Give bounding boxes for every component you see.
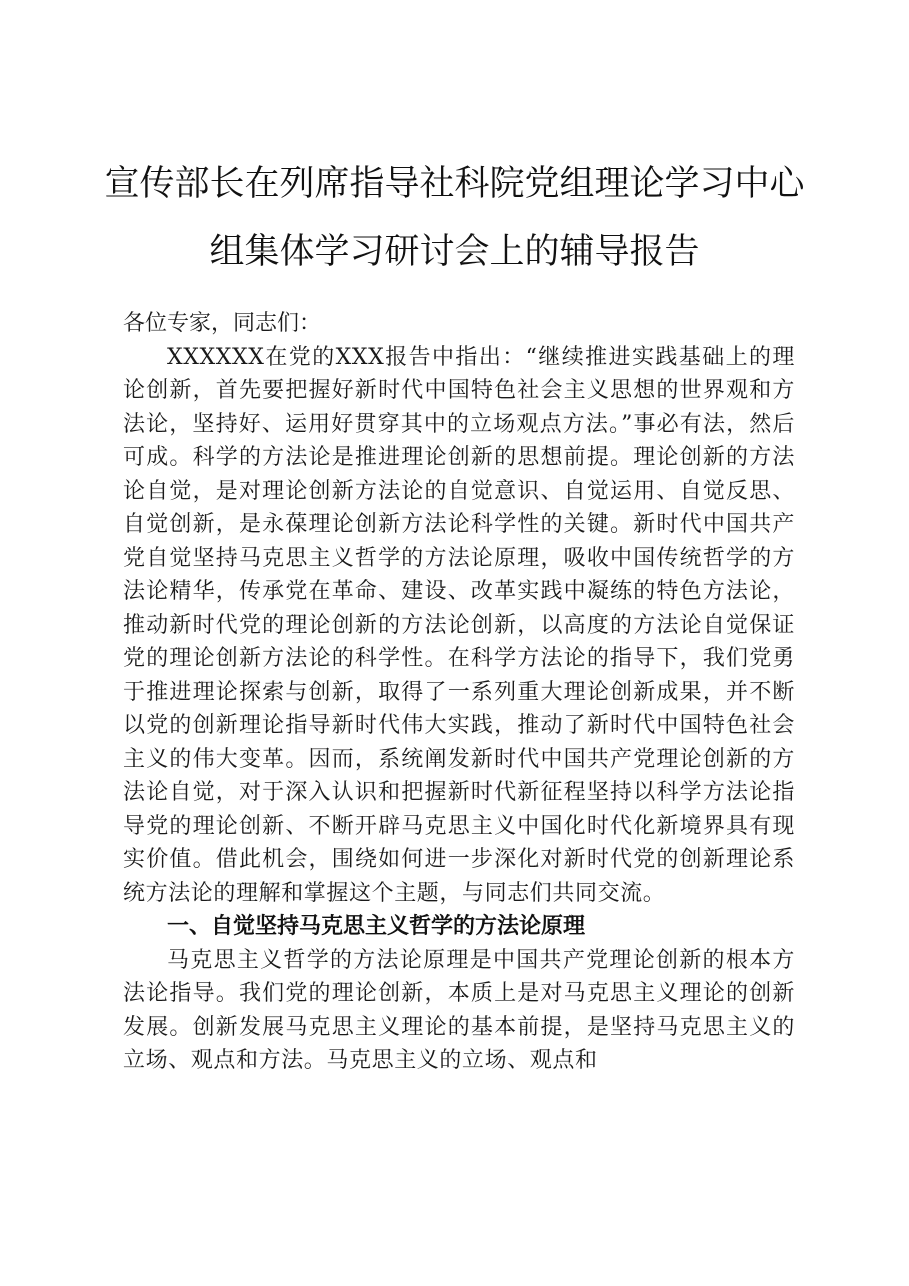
title-line-1: 宣传部长在列席指导社科院党组理论学习中心 (104, 164, 805, 204)
paragraph-section-1: 马克思主义哲学的方法论原理是中国共产党理论创新的根本方法论指导。我们党的理论创新，本质上是对马克思主义理论的创新发展。创新发展马克思主义理论的基本前提，是坚持马克思主义的立场、观点和方法。马克思主义的立场、观点和 (123, 947, 795, 1073)
salutation: 各位专家，同志们： (123, 311, 322, 336)
document-body (123, 307, 795, 1078)
section-heading-1: 一、自觉坚持马克思主义哲学的方法论原理 (167, 914, 586, 939)
document-title (100, 150, 809, 286)
paragraph-intro: XXXXXX在党的XXX报告中指出：“继续推进实践基础上的理论创新，首先要把握好新时代中国特色社会主义思想的世界观和方法论，坚持好、运用好贯穿其中的立场观点方法。”事必有法，然后可成。科学的方法论是推进理论创新的思想前提。理论创新的方法论自觉，是对理论创新方法论的自觉意识、自觉运用、自觉反思、自觉创新，是永葆理论创新方法论科学性的关键。新时代中国共产党自觉坚持马克思主义哲学的方法论原理，吸收中国传统哲学的方法论精华，传承党在革命、建设、改革实践中凝练的特色方法论，推动新时代党的理论创新的方法论创新，以高度的方法论自觉保证党的理论创新方法论的科学性。在科学方法论的指导下，我们党勇于推进理论探索与创新，取得了一系列重大理论创新成果，并不断以党的创新理论指导新时代伟大实践，推动了新时代中国特色社会主义的伟大变革。因而，系统阐发新时代中国共产党理论创新的方法论自觉，对于深入认识和把握新时代新征程坚持以科学方法论指导党的理论创新、不断开辟马克思主义中国化时代化新境界具有现实价值。借此机会，围绕如何进一步深化对新时代党的创新理论系统方法论的理解和掌握这个主题，与同志们共同交流。 (123, 344, 795, 906)
title-line-2: 组集体学习研讨会上的辅导报告 (209, 232, 700, 272)
